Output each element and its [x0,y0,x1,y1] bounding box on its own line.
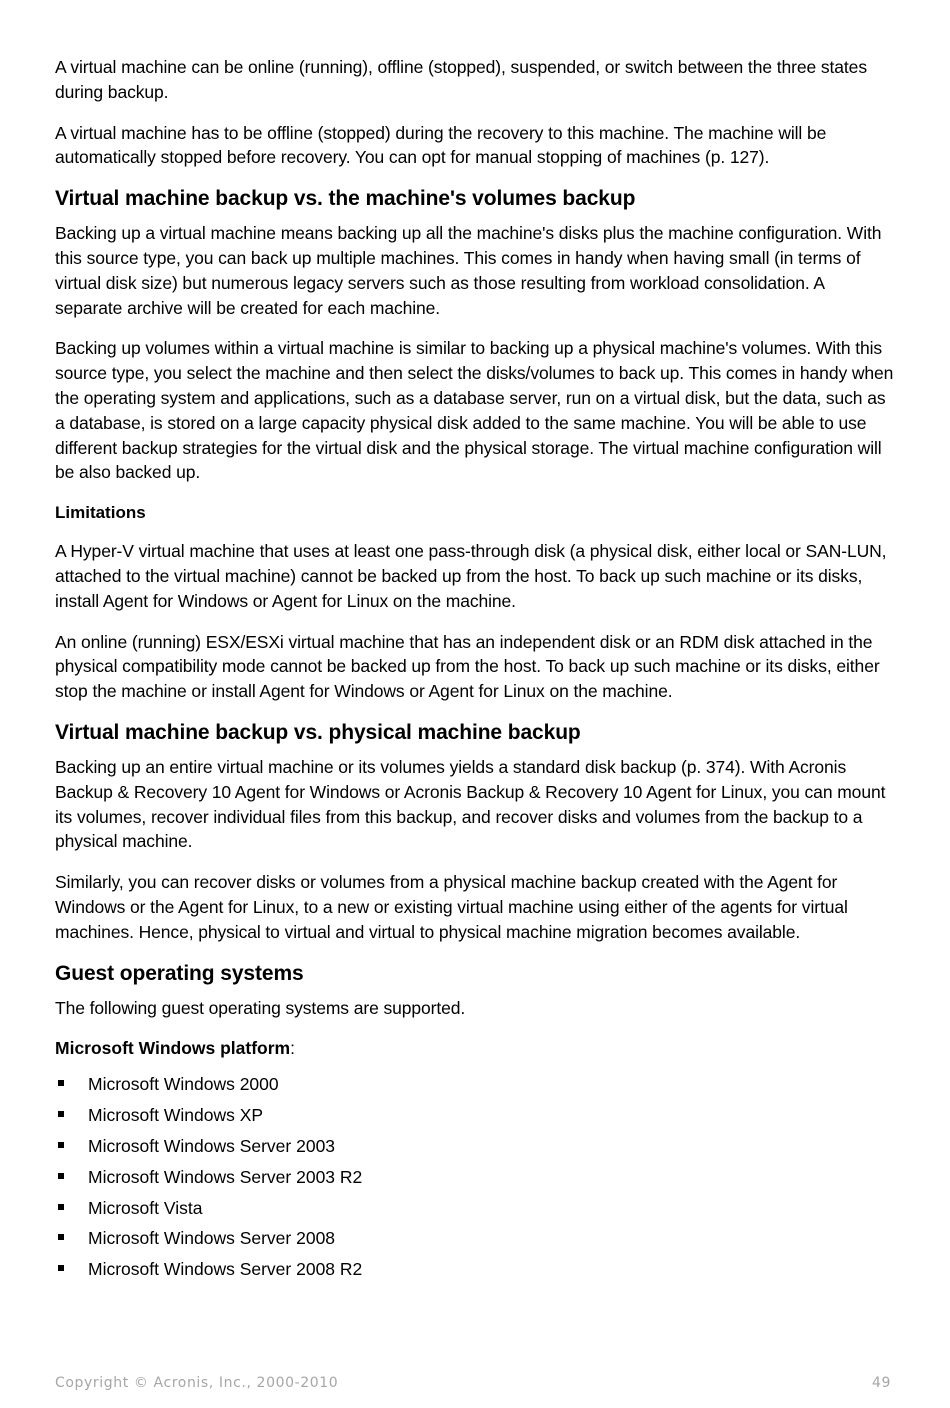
list-item-text: Microsoft Windows XP [88,1105,264,1126]
paragraph-migration: Similarly, you can recover disks or volumes from a physical machine backup created with the Agent for Windows or the Agent for Linux, to a new or existing virtual machine using either of the agents for virtual machines. Hence, physical to virtual and virtual to physical machine migration becomes available. [55,872,848,942]
list-item-text: Microsoft Vista [88,1197,203,1218]
heading-limitations: Limitations [55,503,146,523]
bullet-square-icon [58,1234,64,1240]
heading-guest-os: Guest operating systems [55,961,304,985]
platform-label-bold: Microsoft Windows platform [55,1038,291,1059]
paragraph-esx-limitation: An online (running) ESX/ESXi virtual machine that has an independent disk or an RDM disk attached in the physical compatibility mode cannot be backed up from the host. To back up such machine or its disks, either stop the machine or install Agent for Windows or Agent for Linux on the machine. [55,631,880,702]
list-item-text: Microsoft Windows Server 2008 [88,1228,336,1249]
list-item-text: Microsoft Windows 2000 [88,1074,279,1095]
bullet-square-icon [58,1080,64,1086]
list-item [55,1257,895,1281]
bullet-square-icon [58,1204,64,1210]
platform-label-colon: : [290,1038,295,1059]
paragraph-standard-disk-backup: Backing up an entire virtual machine or its volumes yields a standard disk backup (p. 374). With Acronis Backup & Recovery 10 Agent for Windows or Acronis Backup & Recovery 10 Agent for Linux, you can mount its volumes, recover individual files from this backup, and recover disks and volumes from the backup to a physical machine. [55,756,886,852]
platform-label [55,1036,895,1060]
list-item-text: Microsoft Windows Server 2003 [88,1135,336,1156]
heading-physical-backup: Virtual machine backup vs. physical machine backup [55,720,581,744]
list-item [55,1226,895,1250]
list-item-text: Microsoft Windows Server 2003 R2 [88,1166,363,1187]
paragraph-volumes-backup: Backing up volumes within a virtual machine is similar to backing up a physical machine's volumes. With this source type, you select the machine and then select the disks/volumes to back up. This comes in handy when the operating system and applications, such as a database server, run on a virtual disk, but the data, such as a database, is stored on a large capacity physical disk added to the same machine. You will be able to use different backup strategies for the virtual disk and the physical storage. The virtual machine configuration will be also backed up. [55,338,894,483]
bullet-square-icon [58,1173,64,1179]
bullet-square-icon [58,1142,64,1148]
bullet-square-icon [58,1265,64,1271]
paragraph-online-states: A virtual machine can be online (running), offline (stopped), suspended, or switch between the three states during backup. [55,57,867,102]
page-number: 49 [871,1375,891,1391]
bullet-square-icon [58,1111,64,1117]
windows-os-list [55,1072,895,1281]
paragraph-vm-backup: Backing up a virtual machine means backing up all the machine's disks plus the machine configuration. With this source type, you can back up multiple machines. This comes in handy when having small (in terms of virtual disk size) but numerous legacy servers such as those resulting from workload consolidation. A separate archive will be created for each machine. [55,223,882,318]
paragraph-offline-recovery: A virtual machine has to be offline (stopped) during the recovery to this machine. The machine will be automatically stopped before recovery. You can opt for manual stopping of machines (p. 127). [55,122,827,168]
list-item [55,1196,895,1220]
document-page [55,55,895,1288]
heading-volumes-backup: Virtual machine backup vs. the machine's volumes backup [55,187,636,211]
list-item [55,1134,895,1158]
list-item [55,1103,895,1127]
list-item-text: Microsoft Windows Server 2008 R2 [88,1259,363,1280]
list-item [55,1072,895,1096]
copyright-text: Copyright © Acronis, Inc., 2000-2010 [55,1375,339,1391]
list-item [55,1165,895,1189]
paragraph-hyperv-limitation: A Hyper-V virtual machine that uses at least one pass-through disk (a physical disk, either local or SAN-LUN, attached to the virtual machine) cannot be backed up from the host. To back up such machine or its disks, install Agent for Windows or Agent for Linux on the machine. [55,541,887,611]
paragraph-supported-os: The following guest operating systems are supported. [55,997,466,1018]
